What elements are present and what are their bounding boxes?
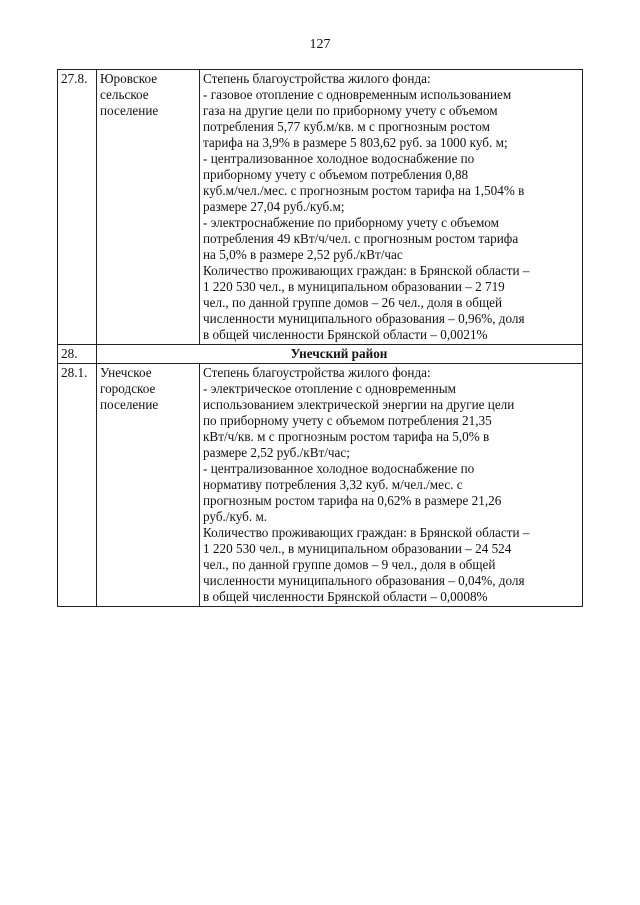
description-line: численности муниципального образования – 0,96%, доля (203, 311, 525, 326)
description-line: по приборному учету с объемом потребления 21,35 (203, 413, 492, 428)
description-line: куб.м/чел./мес. с прогнозным ростом тарифа на 1,504% в (203, 183, 525, 198)
row-number: 28.1. (58, 364, 97, 607)
description-line: численности муниципального образования – 0,04%, доля (203, 573, 525, 588)
description-line: Степень благоустройства жилого фонда: (203, 365, 431, 380)
description-line: 1 220 530 чел., в муниципальном образовании – 24 524 (203, 541, 512, 556)
description-line: чел., по данной группе домов – 26 чел., доля в общей (203, 295, 503, 310)
description-line: газа на другие цели по приборному учету с объемом (203, 103, 498, 118)
description-line: - централизованное холодное водоснабжение по (203, 461, 475, 476)
table-row (58, 364, 583, 607)
settlement-name-line: городское (100, 381, 156, 396)
description-cell (200, 364, 583, 607)
description-line: в общей численности Брянской области – 0,0021% (203, 327, 488, 342)
settlement-name-line: Юровское (100, 71, 158, 86)
description-line: - электроснабжение по приборному учету с объемом (203, 215, 499, 230)
description-line: тарифа на 3,9% в размере 5 803,62 руб. за 1000 куб. м; (203, 135, 508, 150)
description-line: потребления 49 кВт/ч/чел. с прогнозным ростом тарифа (203, 231, 519, 246)
description-line: на 5,0% в размере 2,52 руб./кВт/час (203, 247, 403, 262)
description-line: 1 220 530 чел., в муниципальном образовании – 2 719 (203, 279, 505, 294)
settlement-name-line: поселение (100, 103, 159, 118)
district-name: Унечский район (97, 345, 583, 364)
description-line: Степень благоустройства жилого фонда: (203, 71, 431, 86)
description-line: нормативу потребления 3,32 куб. м/чел./мес. с (203, 477, 463, 492)
description-line: - электрическое отопление с одновременным (203, 381, 456, 396)
settlement-name-line: поселение (100, 397, 159, 412)
description-line: размере 2,52 руб./кВт/час; (203, 445, 350, 460)
description-line: в общей численности Брянской области – 0,0008% (203, 589, 488, 604)
description-line: руб./куб. м. (203, 509, 268, 524)
settlement-name (97, 70, 200, 345)
description-line: Количество проживающих граждан: в Брянской области – (203, 263, 530, 278)
description-line: потребления 5,77 куб.м/кв. м с прогнозным ростом (203, 119, 490, 134)
description-line: приборному учету с объемом потребления 0,88 (203, 167, 469, 182)
table-row (58, 70, 583, 345)
description-line: - централизованное холодное водоснабжение по (203, 151, 475, 166)
description-line: использованием электрической энергии на другие цели (203, 397, 515, 412)
page-number: 127 (309, 37, 331, 52)
description-line: размере 27,04 руб./куб.м; (203, 199, 345, 214)
settlement-name-line: Унечское (100, 365, 152, 380)
row-number: 27.8. (58, 70, 97, 345)
district-row (58, 345, 583, 364)
document-table (57, 69, 583, 607)
settlement-name (97, 364, 200, 607)
description-cell (200, 70, 583, 345)
description-line: кВт/ч/кв. м с прогнозным ростом тарифа на 5,0% в (203, 429, 490, 444)
description-line: - газовое отопление с одновременным использованием (203, 87, 512, 102)
description-line: прогнозным ростом тарифа на 0,62% в размере 21,26 (203, 493, 502, 508)
settlement-name-line: сельское (100, 87, 149, 102)
description-line: Количество проживающих граждан: в Брянской области – (203, 525, 530, 540)
row-number: 28. (58, 345, 97, 364)
description-line: чел., по данной группе домов – 9 чел., доля в общей (203, 557, 496, 572)
